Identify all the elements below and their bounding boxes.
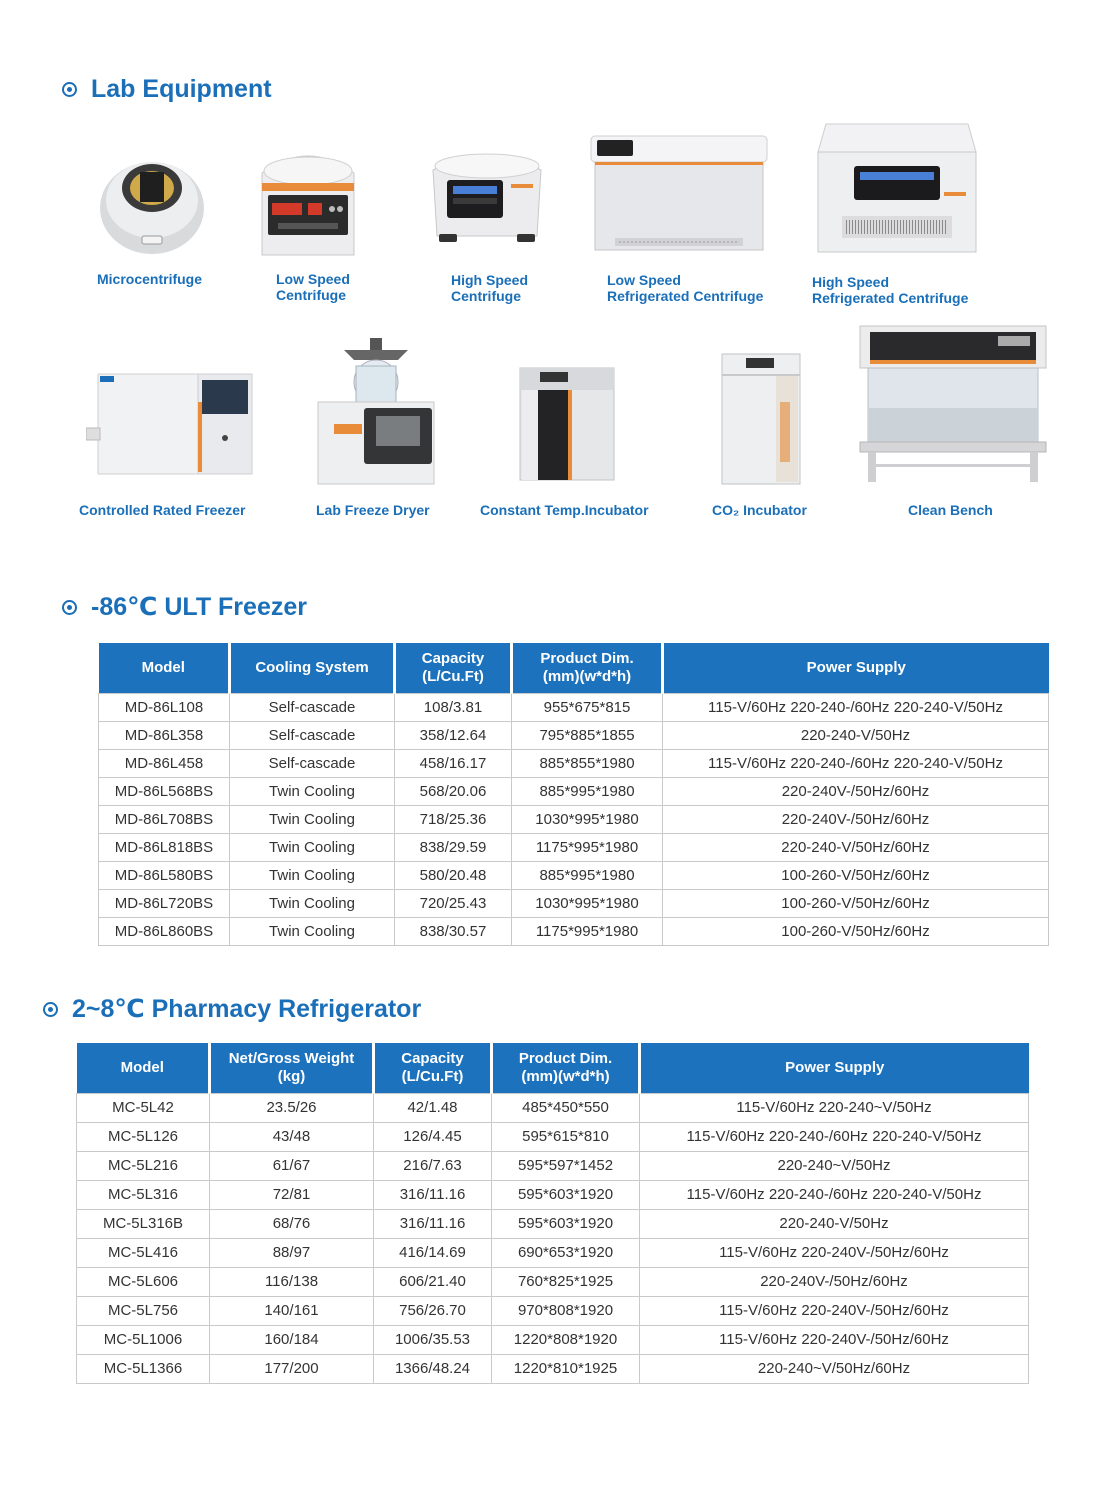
- table-cell: 43/48: [210, 1122, 374, 1151]
- product-high-speed-centrifuge: [425, 148, 549, 244]
- table-cell: 115-V/60Hz 220-240-/60Hz 220-240-V/50Hz: [663, 749, 1049, 777]
- product-label: Constant Temp.Incubator: [480, 502, 649, 518]
- section-title-text: 2~8℃ Pharmacy Refrigerator: [72, 995, 422, 1023]
- table-cell: 720/25.43: [395, 889, 512, 917]
- controlled-rated-freezer-image: [86, 372, 254, 478]
- table-cell: Twin Cooling: [230, 777, 395, 805]
- table-cell: 220-240-V/50Hz: [640, 1209, 1029, 1238]
- table-cell: 316/11.16: [374, 1180, 492, 1209]
- table-cell: 42/1.48: [374, 1093, 492, 1122]
- table-cell: 955*675*815: [512, 693, 663, 721]
- table-cell: 595*597*1452: [492, 1151, 640, 1180]
- table-row: [77, 1296, 1029, 1325]
- table-cell: 115-V/60Hz 220-240V-/50Hz/60Hz: [640, 1238, 1029, 1267]
- table-row: [99, 889, 1049, 917]
- table-row: [99, 833, 1049, 861]
- table-cell: 358/12.64: [395, 721, 512, 749]
- table-cell: 100-260-V/50Hz/60Hz: [663, 861, 1049, 889]
- high-speed-centrifuge-image: [425, 148, 549, 244]
- table-cell: MD-86L860BS: [99, 917, 230, 945]
- column-header: Product Dim. (mm)(w*d*h): [492, 1043, 640, 1093]
- column-header: Capacity (L/Cu.Ft): [395, 643, 512, 693]
- table-cell: 795*885*1855: [512, 721, 663, 749]
- table-row: [99, 721, 1049, 749]
- table-cell: 61/67: [210, 1151, 374, 1180]
- product-label: Microcentrifuge: [97, 271, 203, 287]
- table-cell: 1175*995*1980: [512, 833, 663, 861]
- table-cell: 885*995*1980: [512, 777, 663, 805]
- table-cell: Self-cascade: [230, 749, 395, 777]
- table-cell: 115-V/60Hz 220-240-/60Hz 220-240-V/50Hz: [640, 1180, 1029, 1209]
- table-cell: 126/4.45: [374, 1122, 492, 1151]
- table-row: [77, 1238, 1029, 1267]
- section-title-ult-freezer: [62, 592, 307, 622]
- product-label: CO₂ Incubator: [712, 502, 807, 518]
- product-label: Clean Bench: [908, 502, 993, 518]
- table-row: [77, 1093, 1029, 1122]
- table-row: [77, 1209, 1029, 1238]
- table-cell: 220-240~V/50Hz/60Hz: [640, 1354, 1029, 1383]
- table-cell: MC-5L42: [77, 1093, 210, 1122]
- product-co2-incubator: [720, 352, 802, 486]
- column-header: Model: [99, 643, 230, 693]
- table-row: [77, 1267, 1029, 1296]
- product-label: High Speed Refrigerated Centrifuge: [812, 274, 969, 306]
- table-cell: 316/11.16: [374, 1209, 492, 1238]
- table-row: [77, 1180, 1029, 1209]
- table-cell: 116/138: [210, 1267, 374, 1296]
- table-cell: MC-5L1006: [77, 1325, 210, 1354]
- table-cell: 88/97: [210, 1238, 374, 1267]
- table-row: [99, 861, 1049, 889]
- table-cell: 485*450*550: [492, 1093, 640, 1122]
- table-row: [99, 693, 1049, 721]
- table-cell: MD-86L720BS: [99, 889, 230, 917]
- table-cell: 115-V/60Hz 220-240-/60Hz 220-240-V/50Hz: [640, 1122, 1029, 1151]
- product-microcentrifuge: [96, 148, 208, 260]
- table-cell: 216/7.63: [374, 1151, 492, 1180]
- table-cell: 220-240-V/50Hz/60Hz: [663, 833, 1049, 861]
- table-row: [77, 1354, 1029, 1383]
- table-cell: 68/76: [210, 1209, 374, 1238]
- table-cell: 115-V/60Hz 220-240-/60Hz 220-240-V/50Hz: [663, 693, 1049, 721]
- table-cell: 220-240-V/50Hz: [663, 721, 1049, 749]
- section-title-lab-equipment: [62, 75, 272, 104]
- table-cell: 760*825*1925: [492, 1267, 640, 1296]
- table-cell: MC-5L1366: [77, 1354, 210, 1383]
- column-header: Product Dim. (mm)(w*d*h): [512, 643, 663, 693]
- table-cell: 220-240V-/50Hz/60Hz: [663, 805, 1049, 833]
- table-cell: 23.5/26: [210, 1093, 374, 1122]
- table-cell: MD-86L708BS: [99, 805, 230, 833]
- table-cell: Twin Cooling: [230, 805, 395, 833]
- table-cell: MC-5L316: [77, 1180, 210, 1209]
- table-cell: 108/3.81: [395, 693, 512, 721]
- table-cell: 72/81: [210, 1180, 374, 1209]
- table-cell: MD-86L108: [99, 693, 230, 721]
- table-row: [99, 777, 1049, 805]
- product-clean-bench: [858, 324, 1048, 486]
- table-cell: 718/25.36: [395, 805, 512, 833]
- high-speed-refrigerated-centrifuge-image: [812, 118, 982, 254]
- table-cell: 220-240~V/50Hz: [640, 1151, 1029, 1180]
- table-cell: 1220*808*1920: [492, 1325, 640, 1354]
- pharmacy-refrigerator-table: [76, 1043, 1029, 1384]
- table-header-row: [77, 1043, 1029, 1093]
- table-cell: 1030*995*1980: [512, 889, 663, 917]
- table-cell: 220-240V-/50Hz/60Hz: [663, 777, 1049, 805]
- table-cell: Twin Cooling: [230, 861, 395, 889]
- table-cell: 177/200: [210, 1354, 374, 1383]
- table-cell: MC-5L126: [77, 1122, 210, 1151]
- target-bullet-icon: [62, 600, 77, 615]
- microcentrifuge-image: [96, 148, 208, 260]
- table-cell: 115-V/60Hz 220-240V-/50Hz/60Hz: [640, 1296, 1029, 1325]
- column-header: Capacity (L/Cu.Ft): [374, 1043, 492, 1093]
- table-cell: 838/29.59: [395, 833, 512, 861]
- product-high-speed-refrigerated-centrifuge: [812, 118, 982, 254]
- table-cell: MD-86L358: [99, 721, 230, 749]
- table-row: [99, 805, 1049, 833]
- table-header-row: [99, 643, 1049, 693]
- table-cell: 885*995*1980: [512, 861, 663, 889]
- table-row: [77, 1122, 1029, 1151]
- table-cell: Self-cascade: [230, 721, 395, 749]
- product-label: High Speed Centrifuge: [451, 272, 529, 304]
- column-header: Net/Gross Weight (kg): [210, 1043, 374, 1093]
- table-cell: 580/20.48: [395, 861, 512, 889]
- ult-freezer-table: [98, 643, 1049, 946]
- table-cell: 220-240V-/50Hz/60Hz: [640, 1267, 1029, 1296]
- table-cell: 595*615*810: [492, 1122, 640, 1151]
- column-header: Model: [77, 1043, 210, 1093]
- table-cell: 100-260-V/50Hz/60Hz: [663, 917, 1049, 945]
- product-controlled-rated-freezer: [86, 372, 254, 478]
- low-speed-centrifuge-image: [256, 145, 360, 257]
- product-constant-temp-incubator: [518, 366, 616, 482]
- table-cell: 885*855*1980: [512, 749, 663, 777]
- table-body: [99, 693, 1049, 945]
- table-cell: 458/16.17: [395, 749, 512, 777]
- table-row: [77, 1325, 1029, 1354]
- table-cell: 1006/35.53: [374, 1325, 492, 1354]
- table-cell: 416/14.69: [374, 1238, 492, 1267]
- table-cell: MC-5L216: [77, 1151, 210, 1180]
- product-label: Low Speed Refrigerated Centrifuge: [607, 272, 764, 304]
- product-label: Controlled Rated Freezer: [79, 502, 246, 518]
- target-bullet-icon: [43, 1002, 58, 1017]
- table-cell: Self-cascade: [230, 693, 395, 721]
- table-cell: 115-V/60Hz 220-240~V/50Hz: [640, 1093, 1029, 1122]
- table-row: [99, 917, 1049, 945]
- table-cell: 756/26.70: [374, 1296, 492, 1325]
- table-cell: 160/184: [210, 1325, 374, 1354]
- table-cell: 838/30.57: [395, 917, 512, 945]
- column-header: Power Supply: [663, 643, 1049, 693]
- column-header: Cooling System: [230, 643, 395, 693]
- table-row: [99, 749, 1049, 777]
- product-label: Lab Freeze Dryer: [316, 502, 430, 518]
- table-cell: 1175*995*1980: [512, 917, 663, 945]
- constant-temp-incubator-image: [518, 366, 616, 482]
- table-cell: 115-V/60Hz 220-240V-/50Hz/60Hz: [640, 1325, 1029, 1354]
- table-cell: MC-5L316B: [77, 1209, 210, 1238]
- table-cell: 595*603*1920: [492, 1180, 640, 1209]
- product-low-speed-refrigerated-centrifuge: [585, 132, 773, 252]
- table-cell: MD-86L818BS: [99, 833, 230, 861]
- table-row: [77, 1151, 1029, 1180]
- target-bullet-icon: [62, 82, 77, 97]
- table-cell: 606/21.40: [374, 1267, 492, 1296]
- table-cell: 568/20.06: [395, 777, 512, 805]
- table-cell: Twin Cooling: [230, 889, 395, 917]
- table-cell: 1366/48.24: [374, 1354, 492, 1383]
- co2-incubator-image: [720, 352, 802, 486]
- product-low-speed-centrifuge: [256, 145, 360, 257]
- clean-bench-image: [858, 324, 1048, 486]
- column-header: Power Supply: [640, 1043, 1029, 1093]
- table-cell: 690*653*1920: [492, 1238, 640, 1267]
- table-cell: 1030*995*1980: [512, 805, 663, 833]
- table-cell: MD-86L580BS: [99, 861, 230, 889]
- section-title-pharmacy-refrigerator: [43, 994, 421, 1024]
- table-cell: MD-86L568BS: [99, 777, 230, 805]
- table-cell: 140/161: [210, 1296, 374, 1325]
- table-cell: 1220*810*1925: [492, 1354, 640, 1383]
- table-cell: 100-260-V/50Hz/60Hz: [663, 889, 1049, 917]
- table-cell: MC-5L416: [77, 1238, 210, 1267]
- table-cell: Twin Cooling: [230, 833, 395, 861]
- table-cell: MD-86L458: [99, 749, 230, 777]
- table-cell: MC-5L756: [77, 1296, 210, 1325]
- section-title-text: Lab Equipment: [91, 75, 272, 103]
- lab-freeze-dryer-image: [314, 336, 438, 486]
- table-cell: Twin Cooling: [230, 917, 395, 945]
- table-cell: 595*603*1920: [492, 1209, 640, 1238]
- low-speed-refrigerated-centrifuge-image: [585, 132, 773, 252]
- table-cell: 970*808*1920: [492, 1296, 640, 1325]
- product-label: Low Speed Centrifuge: [276, 271, 350, 303]
- table-body: [77, 1093, 1029, 1383]
- product-lab-freeze-dryer: [314, 336, 438, 486]
- section-title-text: -86℃ ULT Freezer: [91, 593, 307, 621]
- table-cell: MC-5L606: [77, 1267, 210, 1296]
